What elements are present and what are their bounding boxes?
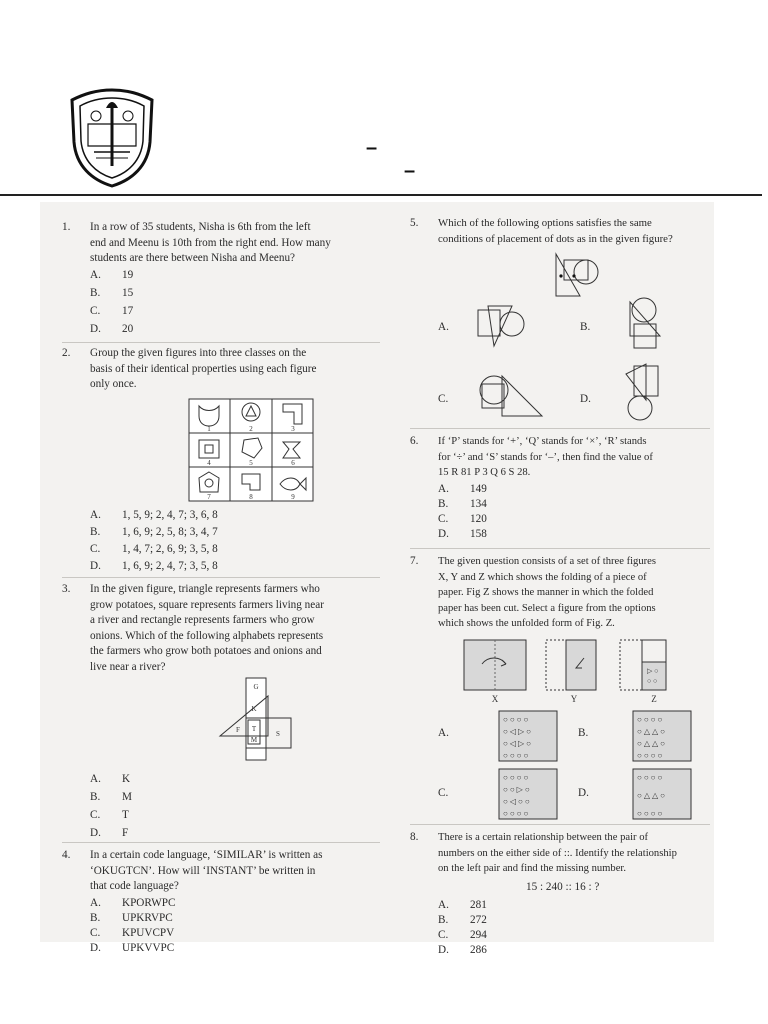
option-letter: D. [438,528,449,540]
option-letter: A. [438,899,449,911]
question-line: on the left pair and find the missing number. [438,863,627,874]
svg-text:▷ ○: ▷ ○ [647,667,659,675]
option-b[interactable] [578,726,610,742]
question-text [90,848,376,895]
option-d-figure [616,360,672,426]
question-number: 3. [62,583,71,595]
option-text: 272 [470,914,487,926]
svg-text:○ ◁ ▷ ○: ○ ◁ ▷ ○ [503,727,531,736]
option-a-figure [498,710,558,762]
option-letter: B. [438,914,449,926]
option-c[interactable] [90,542,218,558]
option-d[interactable] [578,786,610,802]
option-a[interactable] [90,772,130,788]
header-dash-2: – [404,160,416,182]
header-rule [0,194,762,196]
question-number: 2. [62,347,71,359]
option-text: 1, 5, 9; 2, 4, 7; 3, 6, 8 [122,509,218,521]
question-line: Which of the following options satisfies the same [438,217,652,229]
option-text: 294 [470,929,487,941]
folding-figures-xyz [462,636,688,706]
option-text: 281 [470,899,487,911]
question-line: In the given figure, triangle represents farmers who [90,583,320,595]
option-text: 286 [470,944,487,956]
option-text: 1, 6, 9; 2, 4, 7; 3, 5, 8 [122,560,218,572]
header-dash-1: – [366,137,378,159]
option-letter: B. [90,287,101,299]
cell-number: 2 [249,425,253,433]
option-letter: D. [90,560,101,572]
cell-number: 5 [249,459,253,467]
svg-text:○ △ △ ○: ○ △ △ ○ [637,727,665,736]
option-letter: D. [580,393,591,405]
school-crest-logo [66,86,158,188]
region-label: G [253,683,259,691]
option-letter: A. [438,483,449,495]
option-text: 19 [122,269,134,281]
question-line: that code language? [90,880,179,892]
option-text: M [122,791,132,803]
cell-number: 1 [207,425,211,433]
option-text: UPKRVPC [122,912,173,924]
svg-text:○ ○ ○ ○: ○ ○ ○ ○ [637,715,663,724]
option-letter: D. [438,944,449,956]
option-letter: A. [90,773,101,785]
figure-label: Z [651,694,657,704]
question-line: onions. Which of the following alphabets represents [90,629,324,642]
question-line: only once. [90,378,137,390]
cell-number: 8 [249,493,253,501]
option-c[interactable] [90,926,174,942]
option-d[interactable] [438,527,487,543]
option-d[interactable] [90,322,133,338]
option-letter: C. [438,513,449,525]
question-text [90,582,376,675]
question-line: 15 R 81 P 3 Q 6 S 28. [438,467,531,478]
option-letter: A. [90,509,101,521]
option-a-figure [472,302,536,350]
option-letter: C. [438,787,449,799]
cell-number: 3 [291,425,295,433]
option-text: 1, 6, 9; 2, 5, 8; 3, 4, 7 [122,526,218,538]
option-b[interactable] [90,790,132,806]
separator [62,342,380,343]
option-letter: A. [438,727,449,739]
option-letter: C. [90,927,101,939]
question-line: which shows the unfolded form of Fig. Z. [438,618,615,629]
question-number: 5. [410,217,419,229]
given-dot-figure [552,250,608,300]
option-letter: C. [90,543,101,555]
separator [410,428,710,429]
option-c[interactable] [438,928,487,944]
region-label: T [251,725,257,733]
option-letter: C. [438,393,449,405]
cell-number: 9 [291,493,295,501]
svg-text:○ △ △ ○: ○ △ △ ○ [637,739,665,748]
option-b[interactable] [90,911,173,927]
option-text: T [122,809,129,821]
question-line: If ‘P’ stands for ‘+’, ‘Q’ stands for ‘×’, ‘R’ stands [438,436,647,447]
option-a[interactable] [90,896,175,912]
option-text: 1, 4, 7; 2, 6, 9; 3, 5, 8 [122,543,218,555]
question-line: students are there between Nisha and Meenu? [90,252,296,264]
option-text: KPORWPC [122,897,176,909]
option-c[interactable] [90,304,133,320]
option-letter: D. [578,787,589,799]
question-text [438,554,710,632]
question-text [90,346,376,393]
figure-label: X [491,694,499,704]
page-header [0,0,768,196]
question-line: The given question consists of a set of three figures [438,556,656,567]
question-paper [40,202,714,956]
option-letter: C. [438,929,449,941]
question-line: end and Meenu is 10th from the right end. How many [90,236,331,249]
option-d[interactable] [580,392,612,408]
option-a[interactable] [438,320,470,336]
option-letter: B. [578,727,589,739]
question-line: conditions of placement of dots as in the given figure? [438,232,673,245]
option-letter: B. [580,321,591,333]
option-a[interactable] [90,268,133,284]
question-text [90,220,376,267]
question-number: 6. [410,435,419,447]
venn-figure [218,676,298,764]
cell-number: 6 [291,459,295,467]
question-line: a river and rectangle represents farmers who grow [90,614,315,626]
option-c-figure [498,768,558,820]
question-text [438,216,710,247]
option-letter: B. [90,912,101,924]
question-line: grow potatoes, square represents farmers living near [90,598,324,611]
question-line: numbers on the either side of ::. Identify the relationship [438,847,677,859]
svg-text:○ ○ ○ ○: ○ ○ ○ ○ [503,715,529,724]
svg-text:○ ○: ○ ○ [647,677,658,685]
region-label: F [236,726,240,734]
option-text: UPKVVPC [122,942,175,954]
option-letter: B. [90,791,101,803]
option-d[interactable] [90,559,218,575]
svg-text:○ ◁ ▷ ○: ○ ◁ ▷ ○ [503,739,531,748]
svg-text:○ ◁ ○ ○: ○ ◁ ○ ○ [503,797,530,806]
option-text: K [122,773,131,785]
question-number: 8. [410,831,419,843]
option-b-figure [620,296,670,354]
number-analogy: 15 : 240 :: 16 : ? [526,881,600,893]
separator [62,577,380,578]
figure-classification-grid [188,398,314,502]
separator [62,842,380,843]
separator [410,824,710,825]
option-c[interactable] [438,786,470,802]
svg-text:○ △ △ ○: ○ △ △ ○ [637,791,665,800]
option-d-figure [632,768,692,820]
question-text [438,830,710,877]
option-text: 120 [470,513,487,525]
question-line: basis of their identical properties using each figure [90,362,317,375]
option-text: 20 [122,323,134,335]
option-text: F [122,827,129,839]
option-text: 134 [470,498,487,510]
option-b[interactable] [438,913,487,929]
region-label: K [251,705,257,713]
region-label: S [276,730,280,738]
question-line: live near a river? [90,660,166,673]
option-text: KPUVCPV [122,927,175,939]
option-letter: C. [90,305,101,317]
option-d[interactable] [438,943,487,959]
question-line: the farmers who grow both potatoes and onions and [90,645,322,657]
svg-text:○ ○ ▷ ○: ○ ○ ▷ ○ [503,785,530,794]
option-d[interactable] [90,826,128,842]
question-line: paper. Fig Z shows the manner in which the folded [438,587,654,598]
question-line: In a certain code language, ‘SIMILAR’ is written as [90,849,323,861]
option-d[interactable] [90,941,174,957]
svg-text:○ ○ ○ ○: ○ ○ ○ ○ [637,751,663,760]
option-letter: D. [90,323,101,335]
option-c[interactable] [438,512,487,528]
option-text: 158 [470,528,487,540]
option-a[interactable] [90,508,218,524]
question-line: ‘OKUGTCN’. How will ‘INSTANT’ be written in [90,864,316,877]
option-text: 17 [122,305,134,317]
question-text [438,434,710,481]
question-number: 7. [410,555,419,567]
option-text: 15 [122,287,134,299]
option-letter: B. [90,526,101,538]
svg-text:○ ○ ○ ○: ○ ○ ○ ○ [503,751,529,760]
svg-text:○ ○ ○ ○: ○ ○ ○ ○ [637,809,663,818]
question-number: 4. [62,849,71,861]
option-a[interactable] [438,898,487,914]
svg-text:○ ○ ○ ○: ○ ○ ○ ○ [503,809,529,818]
separator [410,548,710,549]
option-b-figure [632,710,692,762]
svg-text:○ ○ ○ ○: ○ ○ ○ ○ [637,773,663,782]
option-b[interactable] [90,286,133,302]
option-a[interactable] [438,482,487,498]
question-number: 1. [62,221,71,233]
question-line: for ‘÷’ and ‘S’ stands for ‘–’, then find the value of [438,451,653,463]
question-line: In a row of 35 students, Nisha is 6th from the left [90,221,311,233]
option-b[interactable] [90,525,218,541]
figure-label: Y [570,694,578,704]
option-letter: B. [438,498,449,510]
question-line: paper has been cut. Select a figure from the options [438,602,656,614]
region-label: M [250,736,258,744]
option-c-figure [472,368,552,420]
option-c[interactable] [90,808,129,824]
cell-number: 4 [207,459,211,467]
svg-text:○ ○ ○ ○: ○ ○ ○ ○ [503,773,529,782]
option-a[interactable] [438,726,470,742]
option-b[interactable] [580,320,612,336]
option-letter: A. [90,269,101,281]
option-letter: D. [90,827,101,839]
option-letter: A. [438,321,449,333]
option-letter: D. [90,942,101,954]
option-text: 149 [470,483,487,495]
option-letter: C. [90,809,101,821]
option-c[interactable] [438,392,470,408]
question-line: Group the given figures into three classes on the [90,347,307,359]
option-letter: A. [90,897,101,909]
question-line: X, Y and Z which shows the folding of a piece of [438,571,647,583]
question-line: There is a certain relationship between the pair of [438,832,649,843]
cell-number: 7 [207,493,211,501]
option-b[interactable] [438,497,487,513]
